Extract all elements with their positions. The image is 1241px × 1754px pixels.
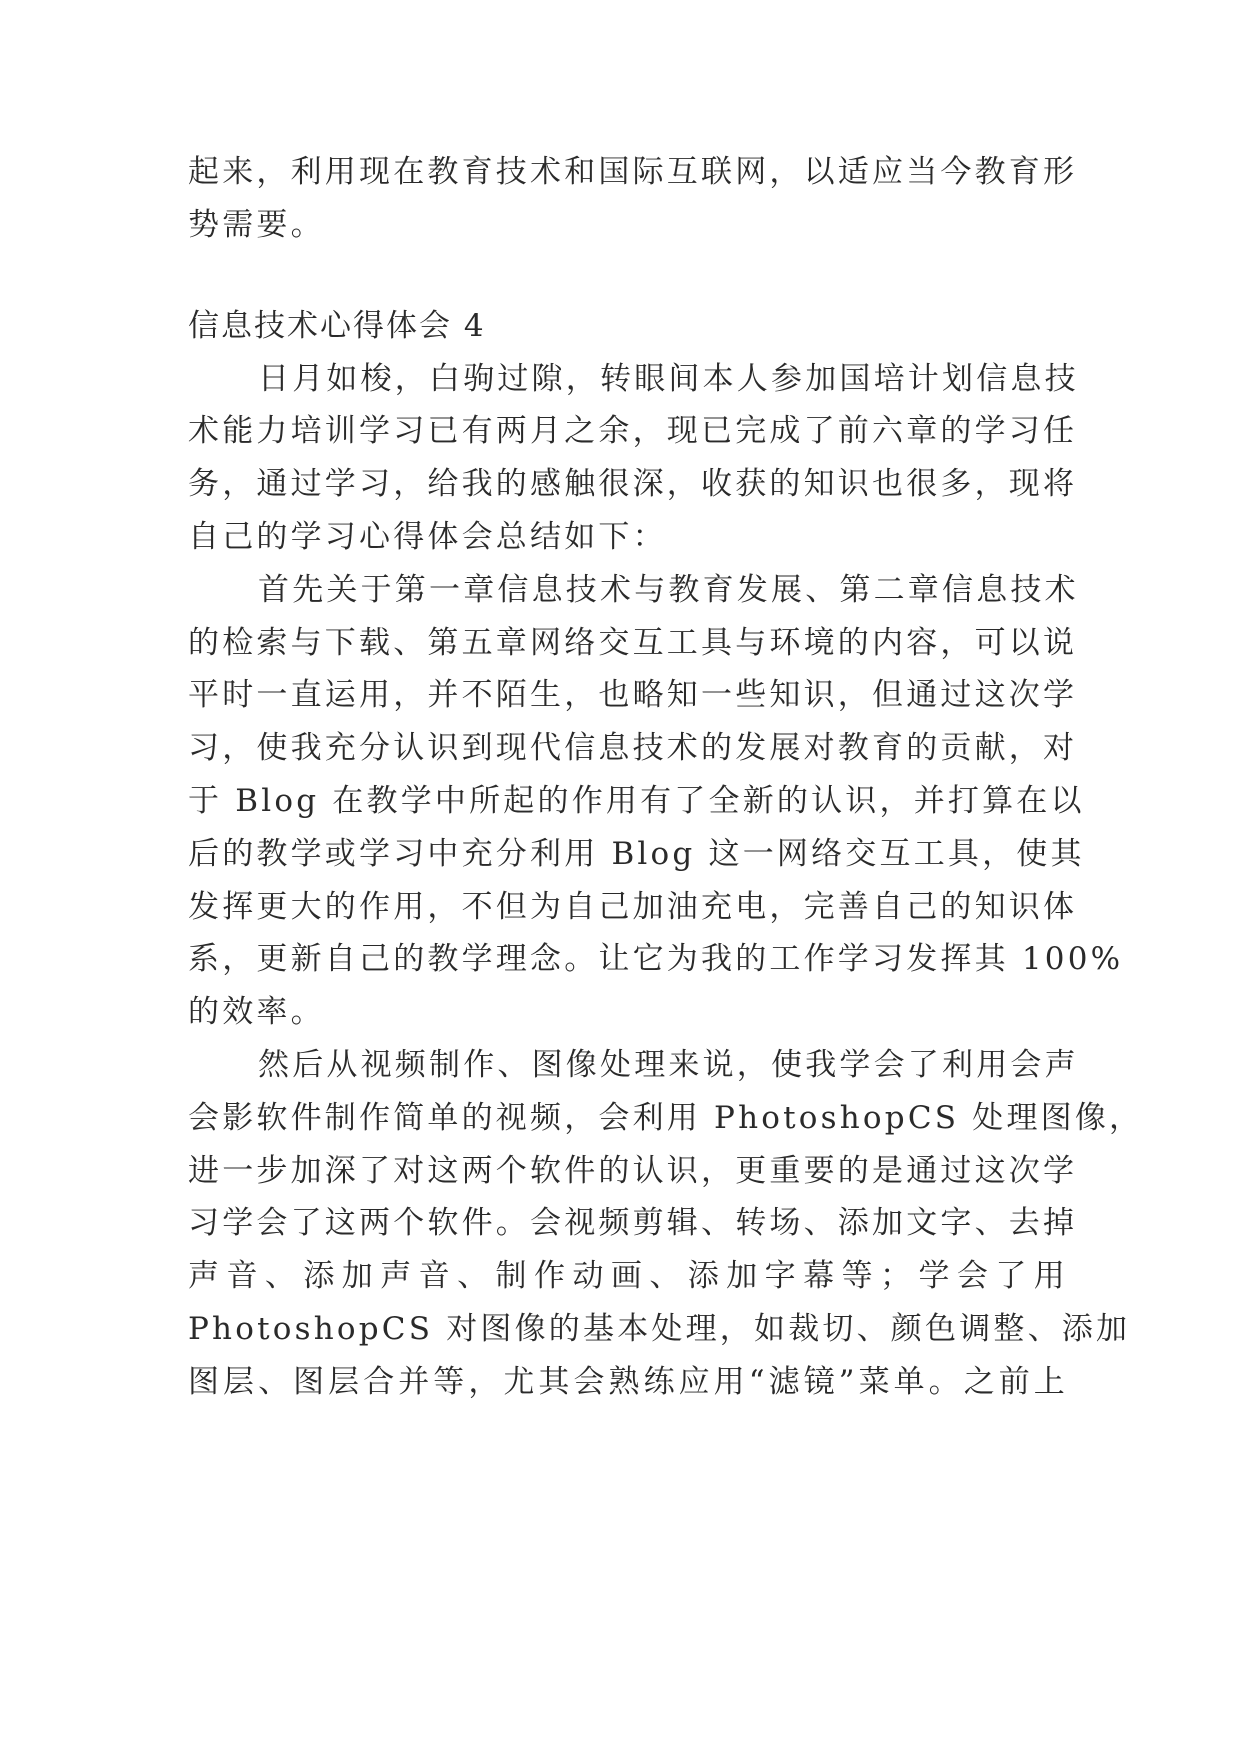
section-title: 信息技术心得体会 4	[188, 308, 486, 344]
text-line: 习学会了这两个软件。会视频剪辑、转场、添加文字、去掉	[188, 1205, 1078, 1241]
text-line: 平时一直运用，并不陌生，也略知一些知识，但通过这次学	[188, 677, 1078, 713]
text-line: 然后从视频制作、图像处理来说，使我学会了利用会声	[258, 1047, 1079, 1083]
text-line: 习，使我充分认识到现代信息技术的发展对教育的贡献，对	[188, 730, 1078, 766]
text-line: 势需要。	[188, 207, 325, 243]
text-line: 首先关于第一章信息技术与教育发展、第二章信息技术	[258, 572, 1079, 608]
text-line: 的效率。	[188, 994, 325, 1030]
text-line: 术能力培训学习已有两月之余，现已完成了前六章的学习任	[188, 413, 1078, 449]
text-line: 进一步加深了对这两个软件的认识，更重要的是通过这次学	[188, 1153, 1078, 1189]
text-line: 日月如梭，白驹过隙，转眼间本人参加国培计划信息技	[258, 361, 1079, 397]
text-line: 务，通过学习，给我的感触很深，收获的知识也很多，现将	[188, 466, 1078, 502]
text-line: 的检索与下载、第五章网络交互工具与环境的内容，可以说	[188, 625, 1078, 661]
text-line: PhotoshopCS 对图像的基本处理，如裁切、颜色调整、添加	[188, 1311, 1131, 1347]
text-line: 自己的学习心得体会总结如下：	[188, 519, 667, 555]
text-line: 于 Blog 在教学中所起的作用有了全新的认识，并打算在以	[188, 783, 1085, 819]
text-line: 后的教学或学习中充分利用 Blog 这一网络交互工具，使其	[188, 836, 1085, 872]
text-line: 起来，利用现在教育技术和国际互联网，以适应当今教育形	[188, 154, 1078, 190]
text-line: 声音、添加声音、制作动画、添加字幕等；学会了用	[188, 1258, 1068, 1294]
text-line: 发挥更大的作用，不但为自己加油充电，完善自己的知识体	[188, 889, 1078, 925]
text-line: 图层、图层合并等，尤其会熟练应用“滤镜”菜单。之前上	[188, 1364, 1068, 1400]
text-line: 系，更新自己的教学理念。让它为我的工作学习发挥其 100%	[188, 941, 1124, 977]
text-line: 会影软件制作简单的视频，会利用 PhotoshopCS 处理图像，	[188, 1100, 1144, 1136]
